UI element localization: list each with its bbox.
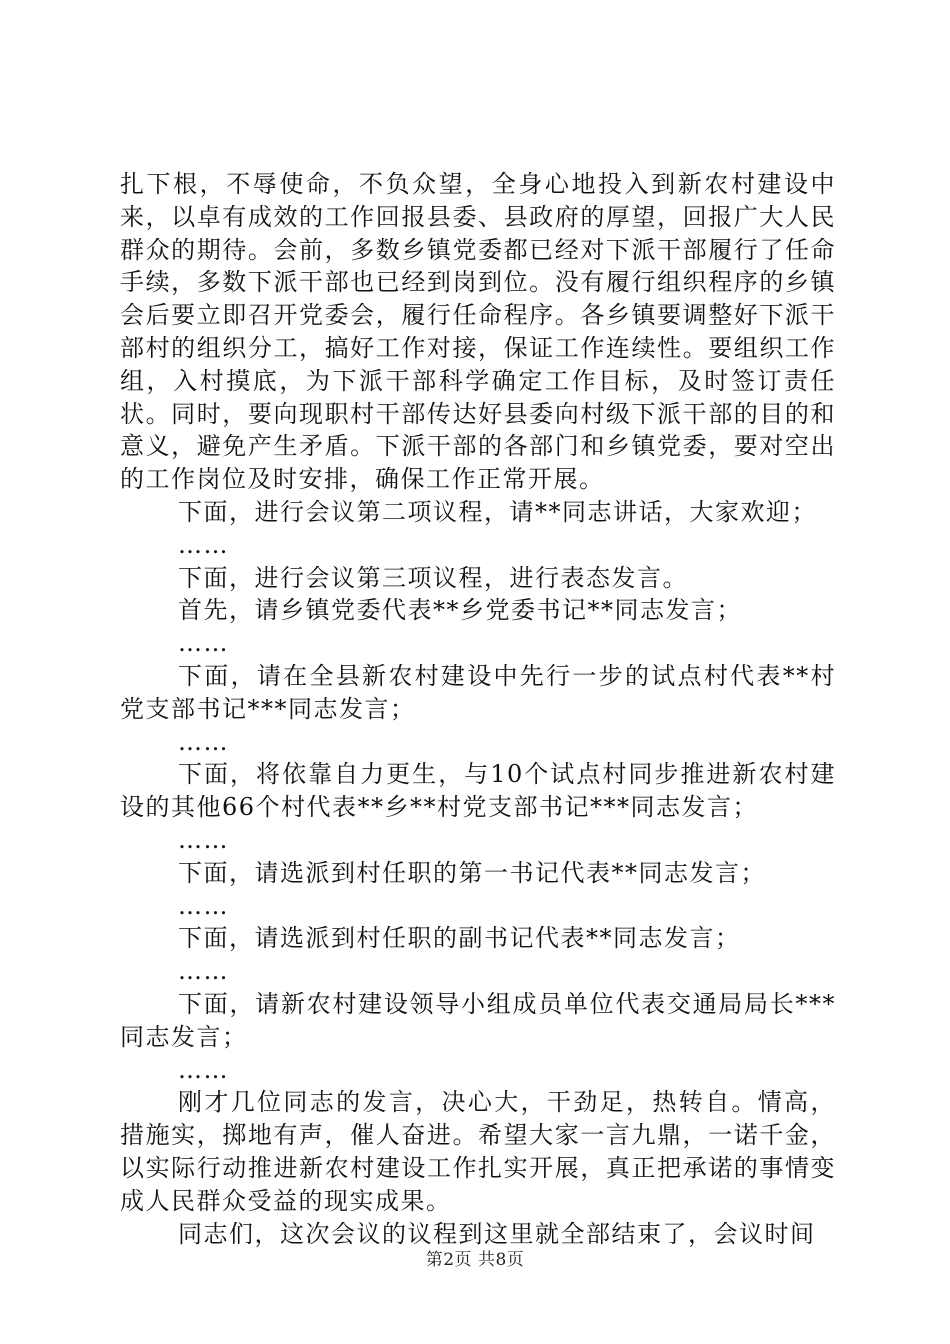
paragraph: 下面，进行会议第三项议程，进行表态发言。 <box>178 563 688 592</box>
paragraph: 下面，进行会议第二项议程，请**同志讲话，大家欢迎； <box>178 497 817 526</box>
paragraph: 下面，请新农村建设领导小组成员单位代表交通局局长***同志发言； <box>120 989 836 1051</box>
ellipsis-line: …… <box>178 957 229 986</box>
paragraph: 扎下根，不辱使命，不负众望，全身心地投入到新农村建设中来，以卓有成效的工作回报县委、县政府的厚望，回报广大人民群众的期待。会前，多数乡镇党委都已经对下派干部履行了任命手续，多数下派干部也已经到岗到位。没有履行组织程序的乡镇会后要立即召开党委会，履行任命程序。各乡镇要调整好下派干部村的组织分工，搞好工作对接，保证工作连续性。要组织工作组，入村摸底，为下派干部科学确定工作目标，及时签订责任状。同时，要向现职村干部传达好县委向村级下派干部的目的和意义，避免产生矛盾。下派干部的各部门和乡镇党委，要对空出的工作岗位及时安排，确保工作正常开展。 <box>120 170 836 494</box>
page-number-footer: 第2页 共8页 <box>425 1250 525 1270</box>
ellipsis-line: …… <box>178 727 229 756</box>
paragraph: 下面，请选派到村任职的第一书记代表**同志发言； <box>178 858 766 887</box>
paragraph: 同志们，这次会议的议程到这里就全部结束了，会议时间 <box>178 1219 816 1248</box>
ellipsis-line: …… <box>178 530 229 559</box>
paragraph: 下面，请在全县新农村建设中先行一步的试点村代表**村党支部书记***同志发言； <box>120 661 836 723</box>
paragraph: 刚才几位同志的发言，决心大，干劲足，热转自。情高，措施实，掷地有声，催人奋进。希望大家一言九鼎，一诺千金，以实际行动推进新农村建设工作扎实开展，真正把承诺的事情变成人民群众受益的现实成果。 <box>120 1088 836 1215</box>
ellipsis-line: …… <box>178 1055 229 1084</box>
ellipsis-line: …… <box>178 825 229 854</box>
ellipsis-line: …… <box>178 629 229 658</box>
document-body <box>120 168 836 1250</box>
paragraph: 下面，请选派到村任职的副书记代表**同志发言； <box>178 924 741 953</box>
paragraph: 下面，将依靠自力更生，与10个试点村同步推进新农村建设的其他66个村代表**乡**村党支部书记***同志发言； <box>120 760 836 822</box>
paragraph: 首先，请乡镇党委代表**乡党委书记**同志发言； <box>178 596 742 625</box>
ellipsis-line: …… <box>178 891 229 920</box>
